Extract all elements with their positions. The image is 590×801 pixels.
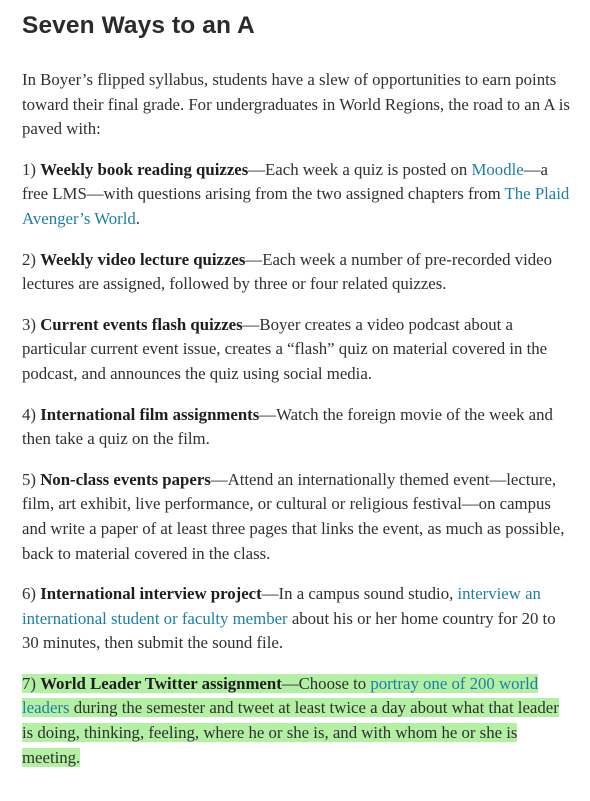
item-text: —Watch the foreign movie of the week and then take a quiz on the film. [22, 404, 553, 449]
highlighted-text [22, 674, 559, 767]
item-title: Non-class events papers [40, 469, 211, 489]
item-number: 7) [22, 673, 41, 693]
list-item-5 [22, 468, 570, 566]
item-text: —Choose to [281, 673, 371, 693]
item-title: International interview project [40, 584, 262, 604]
section-heading: Seven Ways to an A [22, 12, 255, 39]
interview-link[interactable]: interview an international student or faculty member [22, 584, 541, 628]
item-number: 1) [22, 159, 41, 179]
item-text: —Boyer creates a video podcast about a particular current event issue, creates a “flash” quiz on material covered in the podcast, and announces the quiz using social media. [22, 314, 548, 383]
item-title: World Leader Twitter assignment [40, 673, 282, 693]
item-number: 2) [22, 249, 41, 269]
list-item-3 [22, 313, 570, 387]
list-item-1 [22, 158, 570, 232]
item-text: —Each week a number of pre-recorded video lectures are assigned, followed by three or four related quizzes. [22, 249, 552, 294]
world-leaders-link[interactable]: portray one of 200 world leaders [22, 673, 539, 718]
list-item-2 [22, 248, 570, 297]
moodle-link[interactable]: Moodle [471, 159, 524, 179]
list-item-4 [22, 403, 570, 452]
item-title: Weekly video lecture quizzes [40, 249, 246, 269]
item-text: during the semester and tweet at least twice a day about what that leader is doing, thinking, feeling, where he or she is, and with whom he or she is meeting. [22, 698, 559, 767]
plaid-avengers-world-link[interactable]: The Plaid Avenger’s World [22, 184, 570, 228]
item-title: Weekly book reading quizzes [40, 159, 249, 179]
item-text: —Each week a quiz is posted on [248, 159, 472, 179]
item-number: 4) [22, 404, 41, 424]
item-text: about his or her home country for 20 to 30 minutes, then submit the sound file. [22, 608, 556, 653]
intro-paragraph: In Boyer’s flipped syllabus, students have a slew of opportunities to earn points toward their final grade. For undergraduates in World Regions, the road to an A is paved with: [22, 70, 570, 139]
item-number: 6) [22, 584, 41, 604]
item-text: —In a campus sound studio, [261, 584, 458, 604]
item-text: —a free LMS—with questions arising from the two assigned chapters from [22, 159, 548, 204]
list-item-6 [22, 582, 570, 656]
item-title: Current events flash quizzes [40, 314, 243, 334]
item-number: 5) [22, 469, 41, 489]
item-text: —Attend an internationally themed event—lecture, film, art exhibit, live performance, or cultural or religious festival—on campus and write a paper of at least three pages that links the event, as much as possible, back to material covered in the class. [22, 469, 565, 563]
item-number: 3) [22, 314, 41, 334]
item-title: International film assignments [40, 404, 260, 424]
list-item-7 [22, 672, 570, 770]
item-text: . [135, 208, 140, 228]
